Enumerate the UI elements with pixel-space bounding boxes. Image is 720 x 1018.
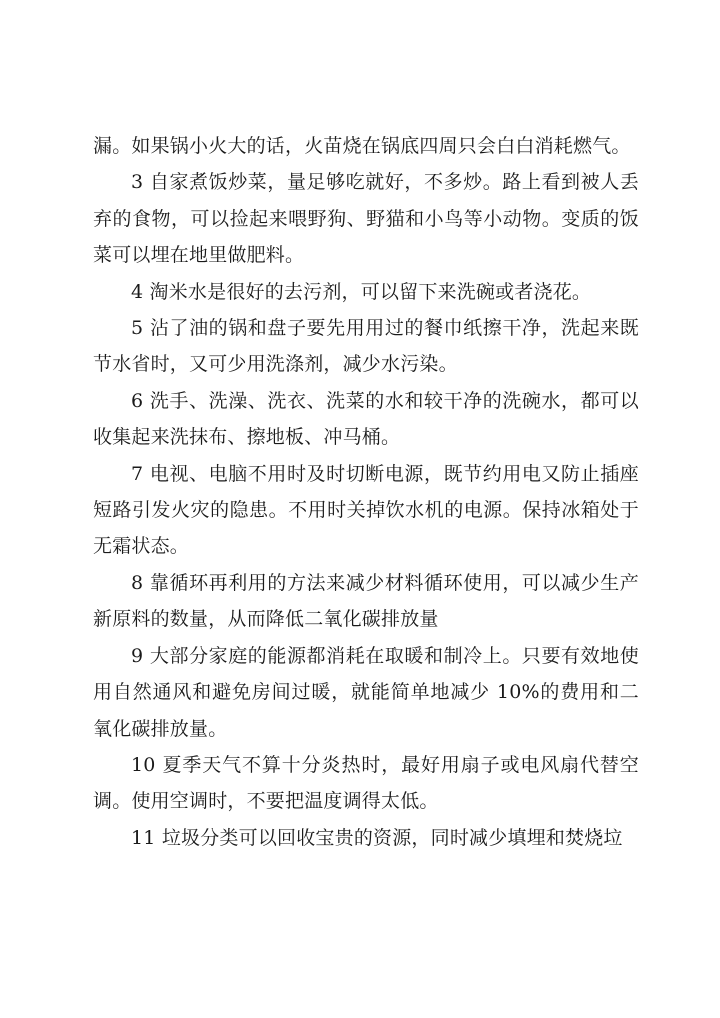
paragraph-item-11: 11 垃圾分类可以回收宝贵的资源，同时减少填埋和焚烧垃: [131, 826, 623, 849]
paragraph-item-7: 7 电视、电脑不用时及时切断电源，既节约用电又防止插座短路引发火灾的隐患。不用时关掉饮水机的电源。保持冰箱处于无霜状态。: [93, 462, 639, 558]
paragraph-item-4: 4 淘米水是很好的去污剂，可以留下来洗碗或者浇花。: [131, 280, 592, 303]
paragraph-item-8: 8 靠循环再利用的方法来减少材料循环使用，可以减少生产新原料的数量，从而降低二氧化碳排放量: [93, 571, 639, 631]
paragraph-item-5: 5 沾了油的锅和盘子要先用用过的餐巾纸擦干净，洗起来既节水省时，又可少用洗涤剂，减少水污染。: [93, 317, 639, 376]
paragraph-item-3: 3 自家煮饭炒菜，量足够吃就好，不多炒。路上看到被人丢弃的食物，可以捡起来喂野狗、野猫和小鸟等小动物。变质的饭菜可以埋在地里做肥料。: [93, 171, 639, 267]
paragraph-item-9: 9 大部分家庭的能源都消耗在取暖和制冷上。只要有效地使用自然通风和避免房间过暖，就能简单地减少 10%的费用和二氧化碳排放量。: [93, 644, 639, 740]
paragraph-item-6: 6 洗手、洗澡、洗衣、洗菜的水和较干净的洗碗水，都可以收集起来洗抹布、擦地板、冲马桶。: [93, 389, 639, 449]
document-body: [93, 128, 639, 856]
paragraph-item-10: 10 夏季天气不算十分炎热时，最好用扇子或电风扇代替空调。使用空调时，不要把温度调得太低。: [93, 753, 639, 813]
paragraph-continuation: 漏。如果锅小火大的话，火苗烧在锅底四周只会白白消耗燃气。: [93, 135, 631, 157]
